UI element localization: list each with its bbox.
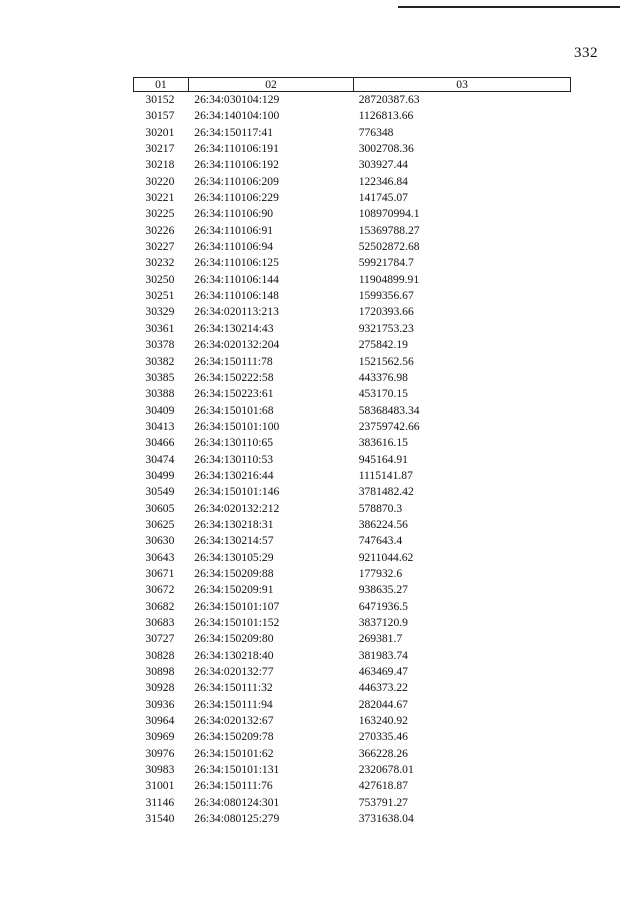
value-cell: 747643.4 — [358, 534, 403, 548]
value-cell: 177932.6 — [358, 566, 403, 580]
table-row — [134, 468, 571, 484]
cadastral-number-cell: 26:34:150101:100 — [194, 419, 280, 433]
row-id-cell: 30828 — [145, 648, 175, 662]
cadastral-number-cell: 26:34:150223:61 — [194, 387, 274, 401]
table-row — [134, 762, 571, 778]
table-row — [134, 566, 571, 582]
row-id-cell: 30409 — [145, 403, 175, 417]
cadastral-number-cell: 26:34:020132:67 — [194, 714, 274, 728]
table-row — [134, 484, 571, 500]
value-cell: 1521562.56 — [358, 354, 414, 368]
table-row — [134, 697, 571, 713]
cadastral-number-cell: 26:34:150111:94 — [194, 697, 273, 711]
value-cell: 366228.26 — [358, 746, 408, 760]
value-cell: 108970994.1 — [358, 207, 420, 221]
value-cell: 9321753.23 — [358, 321, 414, 335]
table-row — [134, 550, 571, 566]
value-cell: 9211044.62 — [358, 550, 414, 564]
table-row — [134, 615, 571, 631]
cadastral-number-cell: 26:34:020132:204 — [194, 338, 280, 352]
table-row — [134, 680, 571, 696]
table-row — [134, 304, 571, 320]
value-cell: 15369788.27 — [358, 223, 420, 237]
cadastral-number-cell: 26:34:130218:40 — [194, 648, 274, 662]
row-id-cell: 30976 — [145, 746, 175, 760]
value-cell: 427618.87 — [358, 779, 408, 793]
cadastral-number-cell: 26:34:110106:209 — [194, 174, 279, 188]
cadastral-number-cell: 26:34:020132:212 — [194, 501, 280, 515]
cadastral-number-cell: 26:34:110106:125 — [194, 256, 279, 270]
table-body — [134, 92, 571, 828]
value-cell: 3731638.04 — [358, 812, 414, 826]
row-id-cell: 30499 — [145, 468, 175, 482]
row-id-cell: 30382 — [145, 354, 175, 368]
row-id-cell: 30152 — [145, 93, 175, 106]
table-row — [134, 435, 571, 451]
cadastral-number-cell: 26:34:150117:41 — [194, 125, 274, 139]
table-row — [134, 533, 571, 549]
row-id-cell: 30157 — [145, 109, 175, 123]
table-row — [134, 419, 571, 435]
cadastral-number-cell: 26:34:150101:62 — [194, 746, 274, 760]
row-id-cell: 30605 — [145, 501, 175, 515]
table-row — [134, 206, 571, 222]
row-id-cell: 31540 — [145, 812, 175, 826]
cadastral-number-cell: 26:34:130216:44 — [194, 468, 274, 482]
row-id-cell: 30983 — [145, 763, 175, 777]
value-cell: 938635.27 — [358, 583, 408, 597]
table-row — [134, 386, 571, 402]
table-row — [134, 223, 571, 239]
table-row — [134, 272, 571, 288]
value-cell: 1599356.67 — [358, 289, 414, 303]
value-cell: 23759742.66 — [358, 419, 420, 433]
cadastral-number-cell: 26:34:110106:148 — [194, 289, 279, 303]
row-id-cell: 30474 — [145, 452, 175, 466]
row-id-cell: 30671 — [145, 566, 175, 580]
table-row — [134, 354, 571, 370]
cadastral-number-cell: 26:34:150101:146 — [194, 485, 280, 499]
value-cell: 11904899.91 — [358, 272, 420, 286]
table-row — [134, 108, 571, 124]
table-row — [134, 190, 571, 206]
table-header — [134, 78, 571, 92]
value-cell: 2320678.01 — [358, 763, 414, 777]
cadastral-number-cell: 26:34:110106:90 — [194, 207, 274, 221]
top-rule — [398, 6, 620, 8]
row-id-cell: 30672 — [145, 583, 175, 597]
cadastral-number-cell: 26:34:130214:43 — [194, 321, 274, 335]
table-row — [134, 664, 571, 680]
table-row — [134, 92, 571, 109]
cadastral-number-cell: 26:34:130214:57 — [194, 534, 274, 548]
row-id-cell: 30643 — [145, 550, 175, 564]
row-id-cell: 30936 — [145, 697, 175, 711]
header-cell-02: 02 — [188, 78, 353, 92]
table-row — [134, 141, 571, 157]
table-row — [134, 370, 571, 386]
cadastral-number-cell: 26:34:020113:213 — [194, 305, 279, 319]
value-cell: 303927.44 — [358, 158, 408, 172]
table-row — [134, 255, 571, 271]
row-id-cell: 30226 — [145, 223, 175, 237]
row-id-cell: 30625 — [145, 517, 175, 531]
row-id-cell: 30221 — [145, 191, 175, 205]
page-number: 332 — [574, 45, 598, 61]
row-id-cell: 30227 — [145, 240, 175, 254]
cadastral-number-cell: 26:34:080124:301 — [194, 795, 280, 809]
cadastral-number-cell: 26:34:110106:94 — [194, 240, 274, 254]
table-row — [134, 795, 571, 811]
row-id-cell: 30385 — [145, 370, 175, 384]
table-row — [134, 746, 571, 762]
value-cell: 3837120.9 — [358, 616, 408, 629]
cadastral-number-cell: 26:34:150101:152 — [194, 616, 280, 629]
value-cell: 1720393.66 — [358, 305, 414, 319]
cadastral-number-cell: 26:34:150209:78 — [194, 730, 274, 744]
cadastral-number-cell: 26:34:150209:91 — [194, 583, 274, 597]
cadastral-number-cell: 26:34:030104:129 — [194, 93, 280, 106]
row-id-cell: 30964 — [145, 714, 175, 728]
table-row — [134, 582, 571, 598]
row-id-cell: 30201 — [145, 125, 175, 139]
value-cell: 578870.3 — [358, 501, 403, 515]
table-row — [134, 157, 571, 173]
row-id-cell: 31001 — [145, 779, 175, 793]
table-row — [134, 517, 571, 533]
row-id-cell: 30225 — [145, 207, 175, 221]
cadastral-number-cell: 26:34:020132:77 — [194, 665, 274, 679]
header-cell-03: 03 — [354, 78, 571, 92]
cadastral-number-cell: 26:34:150101:68 — [194, 403, 274, 417]
table-row — [134, 729, 571, 745]
row-id-cell: 30378 — [145, 338, 175, 352]
cadastral-number-cell: 26:34:110106:229 — [194, 191, 279, 205]
value-cell: 386224.56 — [358, 517, 408, 531]
value-cell: 3002708.36 — [358, 142, 414, 156]
value-cell: 1115141.87 — [358, 468, 413, 482]
cadastral-number-cell: 26:34:130110:65 — [194, 436, 274, 450]
value-cell: 275842.19 — [358, 338, 408, 352]
row-id-cell: 30413 — [145, 419, 175, 433]
row-id-cell: 30549 — [145, 485, 175, 499]
value-cell: 52502872.68 — [358, 240, 420, 254]
row-id-cell: 30232 — [145, 256, 175, 270]
cadastral-number-cell: 26:34:150111:32 — [194, 681, 273, 695]
value-cell: 463469.47 — [358, 665, 408, 679]
table-row — [134, 631, 571, 647]
row-id-cell: 30361 — [145, 321, 175, 335]
row-id-cell: 30388 — [145, 387, 175, 401]
row-id-cell: 30466 — [145, 436, 175, 450]
table-row — [134, 239, 571, 255]
value-cell: 59921784.7 — [358, 256, 414, 270]
table-row — [134, 452, 571, 468]
table-row — [134, 337, 571, 353]
row-id-cell: 31146 — [145, 795, 175, 809]
table-row — [134, 125, 571, 141]
table-row — [134, 811, 571, 827]
row-id-cell: 30218 — [145, 158, 175, 172]
cadastral-number-cell: 26:34:150101:107 — [194, 599, 280, 613]
cadastral-number-cell: 26:34:110106:144 — [194, 272, 279, 286]
cadastral-number-cell: 26:34:140104:100 — [194, 109, 280, 123]
table-row — [134, 403, 571, 419]
row-id-cell: 30969 — [145, 730, 175, 744]
value-cell: 753791.27 — [358, 795, 408, 809]
value-cell: 776348 — [358, 125, 394, 139]
row-id-cell: 30217 — [145, 142, 175, 156]
header-cell-01: 01 — [134, 78, 189, 92]
value-cell: 28720387.63 — [358, 93, 420, 106]
value-cell: 282044.67 — [358, 697, 408, 711]
table-row — [134, 713, 571, 729]
cadastral-number-cell: 26:34:110106:192 — [194, 158, 279, 172]
cadastral-number-cell: 26:34:150111:76 — [194, 779, 273, 793]
cadastral-number-cell: 26:34:150209:88 — [194, 566, 274, 580]
value-cell: 3781482.42 — [358, 485, 414, 499]
cadastral-number-cell: 26:34:110106:91 — [194, 223, 274, 237]
cadastral-number-cell: 26:34:150222:58 — [194, 370, 274, 384]
value-cell: 1126813.66 — [358, 109, 414, 123]
row-id-cell: 30251 — [145, 289, 175, 303]
cadastral-number-cell: 26:34:130218:31 — [194, 517, 274, 531]
value-cell: 122346.84 — [358, 174, 408, 188]
row-id-cell: 30250 — [145, 272, 175, 286]
value-cell: 270335.46 — [358, 730, 408, 744]
value-cell: 443376.98 — [358, 370, 408, 384]
header-row — [134, 78, 571, 92]
row-id-cell: 30928 — [145, 681, 175, 695]
value-cell: 383616.15 — [358, 436, 408, 450]
value-cell: 453170.15 — [358, 387, 408, 401]
row-id-cell: 30329 — [145, 305, 175, 319]
cadastral-number-cell: 26:34:130110:53 — [194, 452, 274, 466]
row-id-cell: 30682 — [145, 599, 175, 613]
value-cell: 141745.07 — [358, 191, 408, 205]
cadastral-number-cell: 26:34:110106:191 — [194, 142, 279, 156]
value-cell: 381983.74 — [358, 648, 408, 662]
cadastral-number-cell: 26:34:150111:78 — [194, 354, 273, 368]
value-cell: 446373.22 — [358, 681, 408, 695]
data-table — [133, 77, 571, 827]
table-row — [134, 778, 571, 794]
table-row — [134, 648, 571, 664]
value-cell: 6471936.5 — [358, 599, 408, 613]
row-id-cell: 30220 — [145, 174, 175, 188]
value-cell: 269381.7 — [358, 632, 403, 646]
value-cell: 58368483.34 — [358, 403, 420, 417]
cadastral-number-cell: 26:34:150209:80 — [194, 632, 274, 646]
table-row — [134, 321, 571, 337]
cadastral-number-cell: 26:34:080125:279 — [194, 812, 280, 826]
cadastral-number-cell: 26:34:130105:29 — [194, 550, 274, 564]
value-cell: 945164.91 — [358, 452, 408, 466]
table-row — [134, 288, 571, 304]
table-row — [134, 501, 571, 517]
row-id-cell: 30683 — [145, 616, 175, 629]
cadastral-number-cell: 26:34:150101:131 — [194, 763, 280, 777]
table-row — [134, 174, 571, 190]
row-id-cell: 30898 — [145, 665, 175, 679]
value-cell: 163240.92 — [358, 714, 408, 728]
row-id-cell: 30727 — [145, 632, 175, 646]
table-row — [134, 599, 571, 615]
row-id-cell: 30630 — [145, 534, 175, 548]
